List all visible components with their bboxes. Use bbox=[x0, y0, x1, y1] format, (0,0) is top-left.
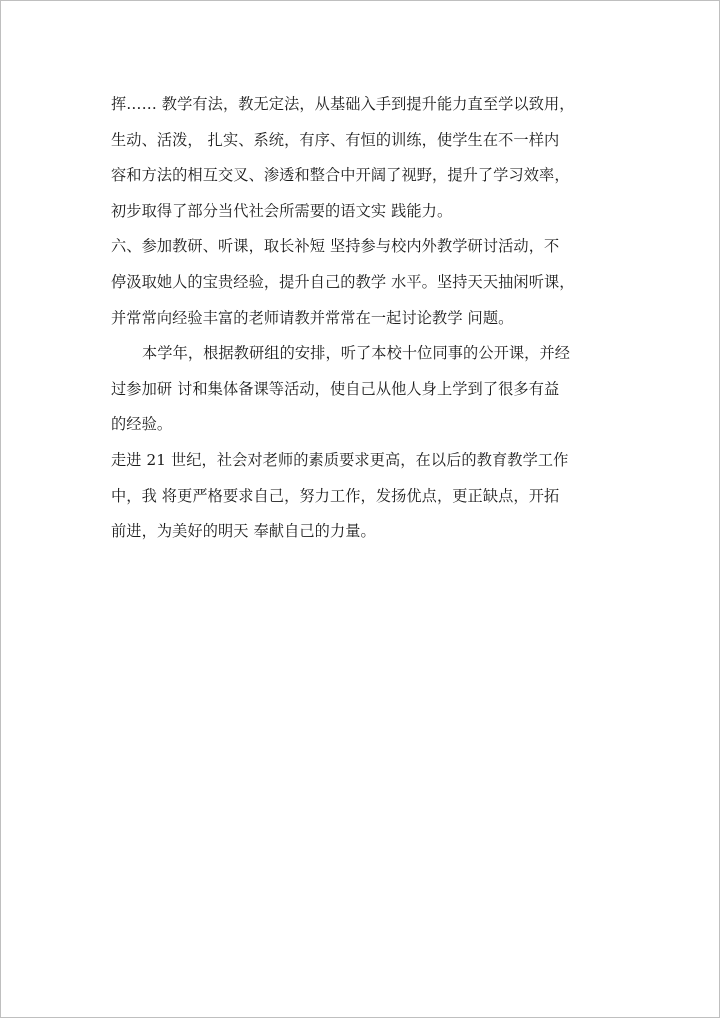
text-line: 中，我 将更严格要求自己，努力工作，发扬优点，更正缺点，开拓 bbox=[111, 486, 560, 505]
text-line: 的经验。 bbox=[111, 415, 173, 434]
text-line: 停汲取她人的宝贵经验，提升自己的教学 水平。坚持天天抽闲听课， bbox=[111, 272, 575, 291]
text-line: 挥…… 教学有法，教无定法，从基础入手到提升能力直至学以致用， bbox=[111, 95, 575, 113]
text-line: 初步取得了部分当代社会所需要的语文实 践能力。 bbox=[111, 201, 453, 220]
paragraph-school-year bbox=[111, 336, 616, 443]
text-line: 并常常向经验丰富的老师请教并常常在一起讨论教学 问题。 bbox=[111, 308, 514, 327]
document-body bbox=[111, 87, 616, 550]
text-line: 本学年，根据教研组的安排，听了本校十位同事的公开课，并经 bbox=[142, 344, 571, 363]
text-line: 过参加研 讨和集体备课等活动，使自己从他人身上学到了很多有益 bbox=[111, 379, 560, 398]
text-line: 生动、活泼， 扎实、系统，有序、有恒的训练，使学生在不一样内 bbox=[111, 130, 560, 149]
text-line: 容和方法的相互交叉、渗透和整合中开阔了视野，提升了学习效率， bbox=[111, 166, 570, 185]
paragraph-teaching-method bbox=[111, 87, 616, 229]
text-line: 前进，为美好的明天 奉献自己的力量。 bbox=[111, 522, 376, 541]
text-line: 六、参加教研、听课，取长补短 坚持参与校内外教学研讨活动，不 bbox=[111, 237, 560, 256]
paragraph-21st-century bbox=[111, 443, 616, 550]
paragraph-research-and-observation bbox=[111, 229, 616, 336]
text-line: 走进 21 世纪，社会对老师的素质要求更高，在以后的教育教学工作 bbox=[111, 450, 569, 469]
